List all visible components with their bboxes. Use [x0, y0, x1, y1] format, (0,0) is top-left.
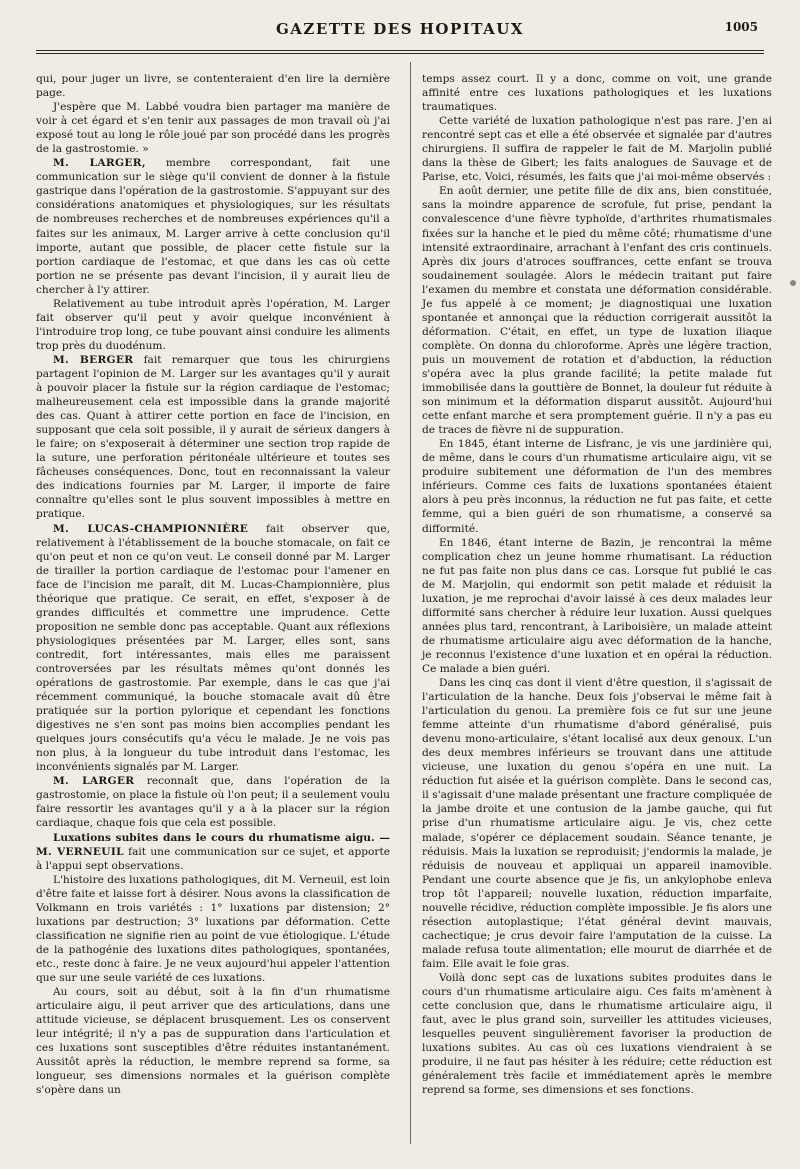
speaker-name: M. LARGER,: [52, 157, 146, 170]
paragraph-text: reconnaît que, dans l'opération de la gastrostomie, on place la fistule où l'on peut; il a seulement voulu faire ressortir les avantages qu'il y a à la placer sur la région cardiaque, chaque fois que cela est possible.: [36, 775, 391, 830]
paper-speckle: [790, 280, 796, 286]
journal-title: GAZETTE DES HOPITAUX: [275, 20, 524, 38]
speaker-name: M. BERGER: [52, 353, 134, 366]
paragraph: Au cours, soit au début, soit à la fin d'un rhumatisme articulaire aigu, il peut arriver que des articulations, dans une attitude vicieuse, se déplacent brusquement. Les os conservent leur intégrité; il n'y a pas de suppuration dans l'articulation et ces luxations sont susceptibles d'être réduites instantanément. Aussitôt après la réduction, le membre reprend sa forme, sa longueur, ses dimensions normales et la guérison complète s'opère dans un: [36, 986, 390, 1097]
paragraph: [36, 831, 390, 873]
paragraph: J'espère que M. Labbé voudra bien partager ma manière de voir à cet égard et s'en tenir aux passages de mon travail où j'ai exposé tout au long le rôle joué par son procédé dans les progrès de la gastrostomie. »: [36, 101, 390, 156]
paragraph: temps assez court. Il y a donc, comme on voit, une grande affinité entre ces luxations pathologiques et les luxations traumatiques.: [422, 73, 772, 114]
paragraph: Dans les cinq cas dont il vient d'être question, il s'agissait de l'articulation de la hanche. Deux fois j'observai le même fait à l'articulation du genou. La première fois ce fut sur une jeune femme atteinte d'un rhumatisme d'abord généralisé, puis devenu mono-articulaire, s'étant localisé aux deux genoux. L'un des deux membres inférieurs se trouvant dans une attitude vicieuse, une luxation du genou s'opéra en une nuit. La réduction fut aisée et la guérison complète. Dans le second cas, il s'agissait d'une malade présentant une fracture compliquée de la jambe droite et une contusion de la jambe gauche, qui fut prise d'un rhumatisme articulaire aigu. Je vis, chez cette malade, s'opérer ce déplacement soudain. Séance tenante, je réduisis. Mais la luxation se reproduisit; j'endormis la malade, je réduisis de nouveau et appliquai un appareil inamovible. Pendant une courte absence que je fis, un ankylophobe enleva trop tôt l'appareil; nouvelle luxation, réduction imparfaite, nouvelle récidive, réduction complète impossible. Je fis alors une résection autoplastique; l'état général devint mauvais, cachectique; je crus devoir faire l'amputation de la cuisse. La malade refusa toute alimentation; elle mourut de diarrhée et de faim. Elle avait le foie gras.: [422, 677, 772, 970]
page-header: [30, 16, 770, 46]
paragraph: En 1845, étant interne de Lisfranc, je vis une jardinière qui, de même, dans le cours d'un rhumatisme articulaire aigu, vit se produire subitement une déformation de l'un des membres inférieurs. Comme ces faits de luxations spontanées étaient alors à peu près inconnus, la réduction ne fut pas faite, et cette femme, qui a bien guéri de son rhumatisme, a conservé sa difformité.: [422, 438, 772, 535]
paragraph-text: fait remarquer que tous les chirurgiens partagent l'opinion de M. Larger sur les avantages qu'il y aurait à pouvoir placer la fistule sur la région cardiaque de l'estomac; malheureusement cela est impossible dans la grande majorité des cas. Quant à attirer cette portion en face de l'incision, en supposant que cela soit possible, il y aurait de sérieux dangers à le faire; on s'exposerait à déterminer une section trop rapide de la suture, une perforation péritonéale ultérieure et toutes ses fâcheuses conséquences. Donc, tout en reconnaissant la valeur des indications fournies par M. Larger, il importe de faire connaître qu'elles sont le plus souvent impossibles à mettre en pratique.: [36, 353, 390, 521]
paragraph: [36, 353, 390, 522]
left-column: [36, 72, 390, 1097]
paragraph: [36, 156, 390, 296]
paragraph-text: fait observer que, relativement à l'établissement de la bouche stomacale, on fait ce qu'on peut et non ce qu'on veut. Le conseil donné par M. Larger de tirailler la portion cardiaque de l'estomac pour l'amener en face de l'incision me paraît, dit M. Lucas-Championnière, plus théorique que pratique. Ce serait, en effet, s'exposer à de grandes difficultés et commettre une imprudence. Cette proposition ne semble donc pas acceptable. Quant aux réflexions physiologiques présentées par M. Larger, elles sont, sans contredit, fort intéressantes, mais elles me paraissent controversées par les résultats mêmes qu'ont donnés les opérations de gastrostomie. Par exemple, dans le cas que j'ai récemment communiqué, la bouche stomacale avait dû être pratiquée sur la portion pylorique et cependant les fonctions digestives ne s'en sont pas moins bien accomplies pendant les quelques jours consécutifs qu'a vécu le malade. Je ne vois pas non plus, à la longueur du tube introduit dans l'estomac, les inconvénients signalés par M. Larger.: [36, 522, 390, 774]
paragraph: En 1846, étant interne de Bazin, je rencontrai la même complication chez un jeune homme rhumatisant. La réduction ne fut pas faite non plus dans ce cas. Lorsque fut publié le cas de M. Marjolin, qui endormit son petit malade et réduisit la luxation, je me reprochai d'avoir laissé à ces deux malades leur difformité sans chercher à réduire leur luxation. Aussi quelques années plus tard, rencontrant, à Lariboisière, un malade atteint de rhumatisme articulaire aigu avec déformation de la hanche, je reconnus l'existence d'une luxation et en opérai la réduction. Ce malade a bien guéri.: [422, 536, 772, 675]
speaker-name: M. VERNEUIL: [36, 845, 124, 858]
paragraph: Relativement au tube introduit après l'opération, M. Larger fait observer qu'il peut y avoir quelque inconvénient à l'introduire trop long, ce tube pouvant ainsi conduire les aliments trop près du duodénum.: [36, 297, 390, 352]
paragraph: L'histoire des luxations pathologiques, dit M. Verneuil, est loin d'être faite et laisse fort à désirer. Nous avons la classification de Volkmann en trois variétés : 1° luxations par distension; 2° luxations par destruction; 3° luxations par déformation. Cette classification ne signifie rien au point de vue étiologique. L'étude de la pathogénie des luxations dites pathologiques, spontanées, etc., reste donc à faire. Je ne veux aujourd'hui appeler l'attention que sur une seule variété de ces luxations.: [36, 873, 390, 984]
header-rule: [36, 50, 764, 54]
page-number: 1005: [724, 20, 758, 34]
paragraph: En août dernier, une petite fille de dix ans, bien constituée, sans la moindre apparence de scrofule, fut prise, pendant la convalescence d'une fièvre typhoïde, d'arthrites rhumatismales fixées sur la hanche et le pied du même côté; rhumatisme d'une intensité extraordinaire, arrachant à l'enfant des cris continuels. Après dix jours d'atroces souffrances, cette enfant se trouva soudainement soulagée. Alors le médecin traitant put faire l'examen du membre et constata une déformation considérable. Je fus appelé à ce moment; je diagnostiquai une luxation spontanée et annonçai que la réduction corrigerait aussitôt la déformation. C'était, en effet, un type de luxation iliaque complète. On donna du chloroforme. Après une légère traction, puis un mouvement de rotation et d'abduction, la réduction s'opéra avec la plus grande facilité; la petite malade fut immobilisée dans la gouttière de Bonnet, la douleur fut réduite à son minimum et la déformation disparut aussitôt. Aujourd'hui cette enfant marche et sera promptement guérie. Il n'y a pas eu de traces de fièvre ni de suppuration.: [422, 185, 772, 437]
paragraph: [36, 522, 390, 775]
speaker-name: M. LUCAS-CHAMPIONNIÈRE: [52, 522, 249, 535]
right-column: [422, 72, 772, 1097]
paragraph-text: fait une communication sur ce sujet, et apporte à l'appui sept observations.: [36, 845, 391, 872]
section-heading: Luxations subites dans le cours du rhumatisme aigu. —: [52, 831, 390, 844]
paragraph: Cette variété de luxation pathologique n'est pas rare. J'en ai rencontré sept cas et elle a été observée et signalée par d'autres chirurgiens. Il suffira de rappeler le fait de M. Marjolin publié dans la thèse de Gibert; les faits analogues de Sauvage et de Parise, etc. Voici, résumés, les faits que j'ai moi-même observés :: [422, 115, 772, 184]
paragraph-text: membre correspondant, fait une communication sur le siège qu'il convient de donner à la fistule gastrique dans l'opération de la gastrostomie. S'appuyant sur des considérations anatomiques et physiologiques, sur les résultats de nombreuses recherches et de nombreuses expériences qu'il a faites sur les animaux, M. Larger arrive à cette conclusion qu'il importe, autant que possible, de placer cette fistule sur la portion cardiaque de l'estomac, et que dans les cas où cette portion ne se présente pas devant l'incision, il y aurait lieu de chercher à l'y attirer.: [36, 157, 390, 296]
speaker-name: M. LARGER: [52, 775, 135, 788]
column-divider: [410, 62, 411, 1144]
paragraph: [36, 774, 390, 830]
paragraph: Voilà donc sept cas de luxations subites produites dans le cours d'un rhumatisme articulaire aigu. Ces faits m'amènent à cette conclusion que, dans le rhumatisme articulaire aigu, il faut, avec le plus grand soin, surveiller les attitudes vicieuses, lesquelles peuvent singulièrement favoriser la production de luxations subites. Au cas où ces luxations viendraient à se produire, il ne faut pas hésiter à les réduire; cette réduction est généralement très facile et immédiatement après le membre reprend sa forme, ses dimensions et ses fonctions.: [422, 972, 772, 1097]
paragraph: qui, pour juger un livre, se contenteraient d'en lire la dernière page.: [36, 73, 390, 100]
